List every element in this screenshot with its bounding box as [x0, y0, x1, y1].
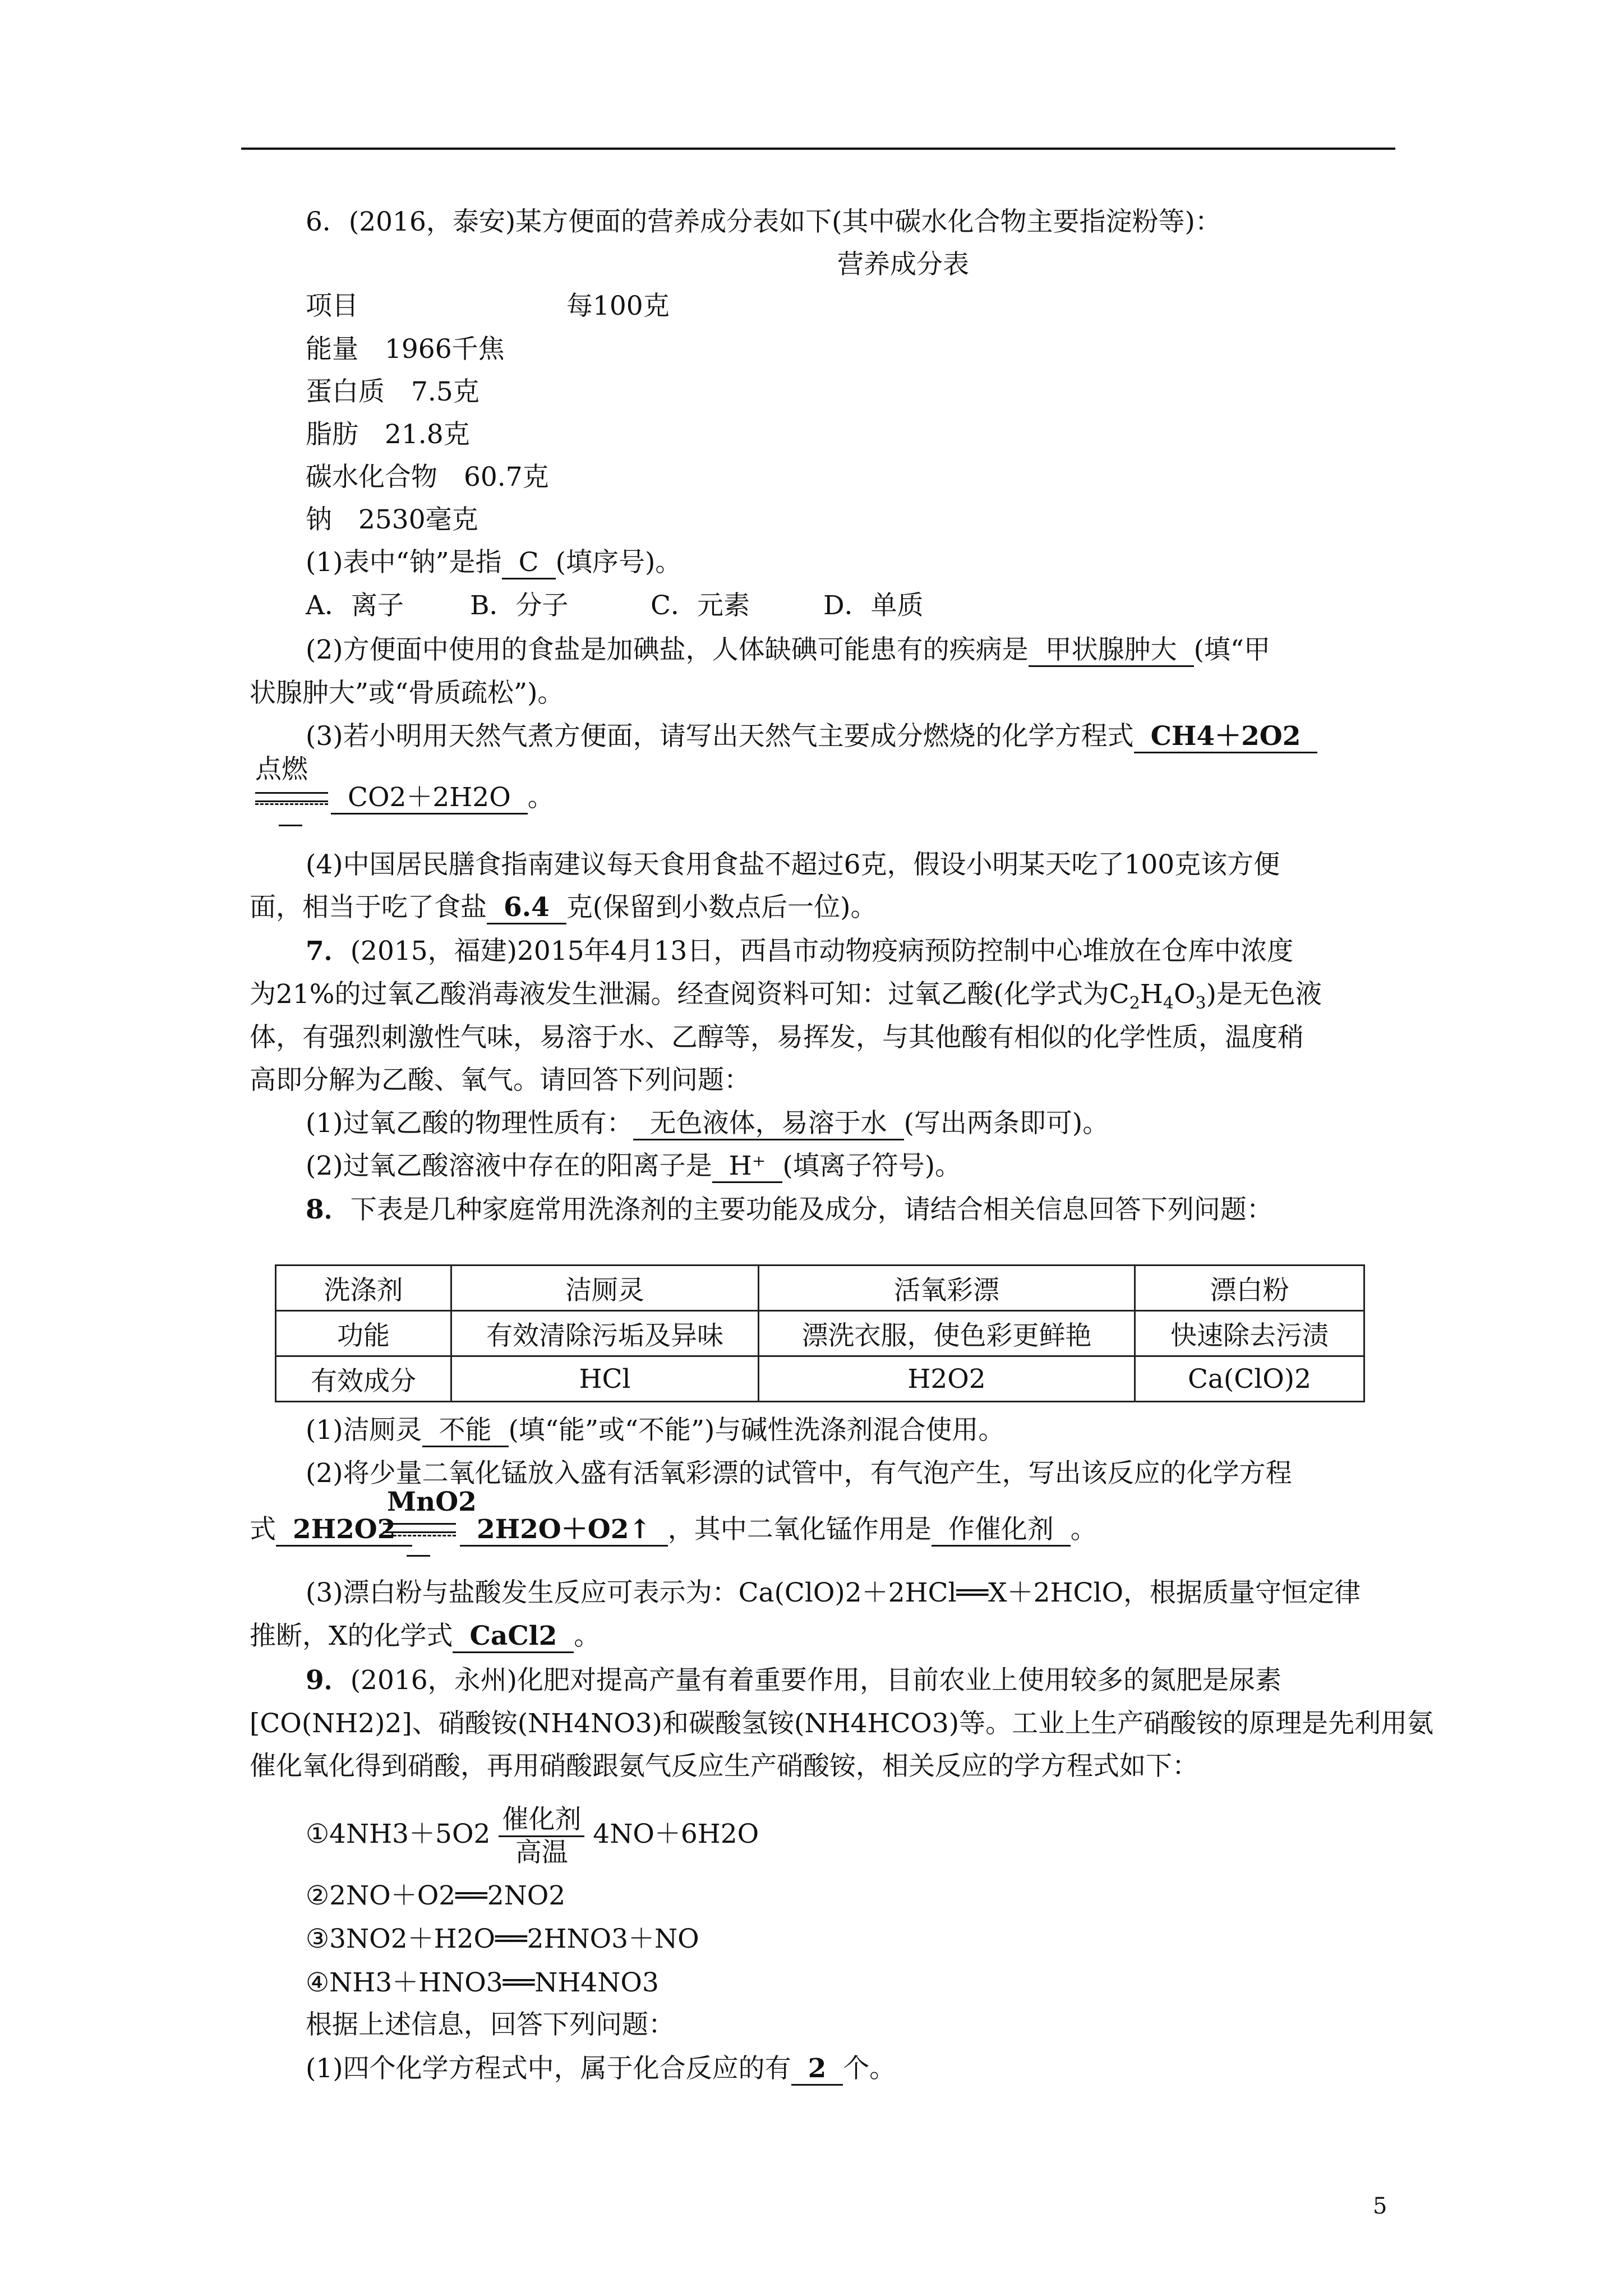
q6-part3-answer-reactants: CH4＋2O2	[1134, 721, 1318, 753]
q9-line2: [CO(NH2)2]、硝酸铵(NH4NO3)和碳酸氢铵(NH4HCO3)等。工业上生产硝酸铵的原理是先利用氨	[250, 1708, 1434, 1739]
nutrition-row: 钠 2530毫克	[306, 504, 478, 535]
q7-line2: 为21%的过氧乙酸消毒液发生泄漏。经查阅资料可知：过氧乙酸(化学式为$C_2H_4O_3$)是无色液	[250, 979, 1322, 1013]
q9-line3: 催化氧化得到硝酸，再用硝酸跟氨气反应生产硝酸铵，相关反应的学方程式如下：	[250, 1751, 1198, 1782]
table-cell: 快速除去污渍	[1135, 1311, 1364, 1356]
q6-part1: (1)表中“钠”是指 C (填序号)。	[306, 546, 681, 579]
q9-eq1-condition: $\frac{\text{催化剂}}{\text{高温}}$	[499, 1804, 584, 1869]
table-cell: 有效成分	[276, 1356, 451, 1402]
q7-line1: 7．(2015，福建)2015年4月13日，西昌市动物疫病预防控制中心堆放在仓库中浓度	[306, 936, 1294, 967]
q6-part4-cont: 面，相当于吃了食盐 6.4 克(保留到小数点后一位)。	[250, 891, 877, 924]
q6-part4: (4)中国居民膳食指南建议每天食用食盐不超过6克，假设小明某天吃了100克该方便	[306, 849, 1280, 880]
table-cell: 有效清除污垢及异味	[451, 1311, 759, 1356]
q9-equation-1: ①4NH3＋5O2 $\frac{\text{催化剂}}{\text{高温}}$ 4NO＋6H2O	[306, 1803, 759, 1868]
table-cell: Ca(ClO)2	[1135, 1356, 1364, 1402]
q6-part3-arrow-dashes	[255, 803, 328, 805]
q8-part2-condition: MnO2	[387, 1487, 477, 1517]
q9-part1: (1)四个化学方程式中，属于化合反应的有 2 个。	[306, 2052, 896, 2086]
table-cell: HCl	[451, 1356, 759, 1402]
q9-equation-4: ④NH3＋HNO3══NH4NO3	[306, 1967, 659, 1998]
q6-part1-answer: C	[502, 547, 556, 579]
q7-part1: (1)过氧乙酸的物理性质有： 无色液体，易溶于水 (写出两条即可)。	[306, 1107, 1109, 1140]
q7-part2: (2)过氧乙酸溶液中存在的阳离子是 H⁺ (填离子符号)。	[306, 1149, 961, 1183]
q8-part2-cont: 式 2H2O2	[250, 1513, 412, 1547]
q6-part2: (2)方便面中使用的食盐是加碘盐，人体缺碘可能患有的疾病是 甲状腺肿大 (填“甲	[306, 633, 1270, 667]
nutrition-row: 能量 1966千焦	[306, 334, 505, 365]
nutrition-header-item: 项目	[306, 291, 358, 321]
q9-equation-3: ③3NO2＋H2O══2HNO3＋NO	[306, 1924, 699, 1954]
q6-option-d: D．单质	[823, 590, 924, 621]
table-cell: H2O2	[759, 1356, 1135, 1402]
q8-part3-cont: 推断，X的化学式 CaCl2 。	[250, 1619, 600, 1653]
q6-option-b: B．分子	[470, 590, 569, 621]
nutrition-row: 脂肪 21.8克	[306, 419, 470, 450]
q6-part4-answer: 6.4	[487, 892, 566, 924]
q6-stem: 6．(2016，泰安)某方便面的营养成分表如下(其中碳水化合物主要指淀粉等)：	[306, 206, 1221, 237]
table-cell: 活氧彩漂	[759, 1266, 1135, 1311]
table-cell: 洗涤剂	[276, 1266, 451, 1311]
q6-part2-cont: 状腺肿大”或“骨质疏松”)。	[250, 678, 564, 708]
detergent-table	[275, 1264, 1365, 1402]
q8-part2-answer-products: 2H2O＋O2↑	[460, 1515, 668, 1547]
q8-part2-answer-reactant: 2H2O2	[276, 1515, 412, 1547]
nutrition-table-title: 营养成分表	[837, 249, 969, 280]
q8-part2: (2)将少量二氧化锰放入盛有活氧彩漂的试管中，有气泡产生，写出该反应的化学方程	[306, 1458, 1292, 1489]
q6-part3-products: CO2＋2H2O 。	[331, 781, 554, 815]
q7-part2-answer: H⁺	[712, 1151, 783, 1183]
q6-part3-arrow-tick	[279, 825, 302, 826]
q9-line1: 9．(2016，永州)化肥对提高产量有着重要作用，目前农业上使用较多的氮肥是尿素	[306, 1665, 1281, 1696]
q6-part3: (3)若小明用天然气煮方便面，请写出天然气主要成分燃烧的化学方程式 CH4＋2O2	[306, 720, 1317, 753]
q8-part3-answer: CaCl2	[453, 1621, 574, 1653]
page-number: 5	[1373, 2193, 1387, 2219]
q6-option-c: C．元素	[651, 590, 750, 621]
q8-part2-answer-role: 作催化剂	[932, 1515, 1071, 1547]
q8-part1: (1)洁厕灵 不能 (填“能”或“不能”)与碱性洗涤剂混合使用。	[306, 1414, 1004, 1447]
q8-part2-arrow-tick	[407, 1555, 430, 1557]
table-row	[276, 1311, 1364, 1356]
q6-part3-arrow	[255, 792, 328, 802]
table-cell: 洁厕灵	[451, 1266, 759, 1311]
q6-option-a: A．离子	[306, 590, 404, 621]
q7-line4: 高即分解为乙酸、氧气。请回答下列问题：	[250, 1065, 750, 1096]
table-row	[276, 1356, 1364, 1402]
table-cell: 功能	[276, 1311, 451, 1356]
q6-part3-condition: 点燃	[255, 754, 308, 785]
header-rule	[241, 148, 1395, 150]
nutrition-row: 碳水化合物 60.7克	[306, 462, 549, 493]
q7-line3: 体，有强烈刺激性气味，易溶于水、乙醇等，易挥发，与其他酸有相似的化学性质，温度稍	[250, 1022, 1304, 1053]
q8-part2-products: 2H2O＋O2↑ ，其中二氧化锰作用是 作催化剂 。	[460, 1513, 1097, 1547]
nutrition-header-per: 每100克	[566, 291, 670, 321]
q9-line4: 根据上述信息，回答下列问题：	[306, 2009, 675, 2040]
table-cell: 漂白粉	[1135, 1266, 1364, 1311]
q6-part3-answer-products: CO2＋2H2O	[331, 783, 528, 815]
q6-part2-answer: 甲状腺肿大	[1029, 635, 1194, 667]
table-cell: 漂洗衣服，使色彩更鲜艳	[759, 1311, 1135, 1356]
nutrition-row: 蛋白质 7.5克	[306, 376, 479, 407]
q9-part1-answer: 2	[791, 2054, 843, 2086]
table-row	[276, 1266, 1364, 1311]
q7-part1-answer: 无色液体，易溶于水	[633, 1108, 904, 1140]
q9-equation-2: ②2NO＋O2══2NO2	[306, 1880, 566, 1911]
q8-stem: 8．下表是几种家庭常用洗涤剂的主要功能及成分，请结合相关信息回答下列问题：	[306, 1194, 1273, 1225]
q8-part3: (3)漂白粉与盐酸发生反应可表示为：Ca(ClO)2＋2HCl══X＋2HClO，根据质量守恒定律	[306, 1577, 1361, 1608]
q8-part1-answer: 不能	[422, 1415, 509, 1447]
